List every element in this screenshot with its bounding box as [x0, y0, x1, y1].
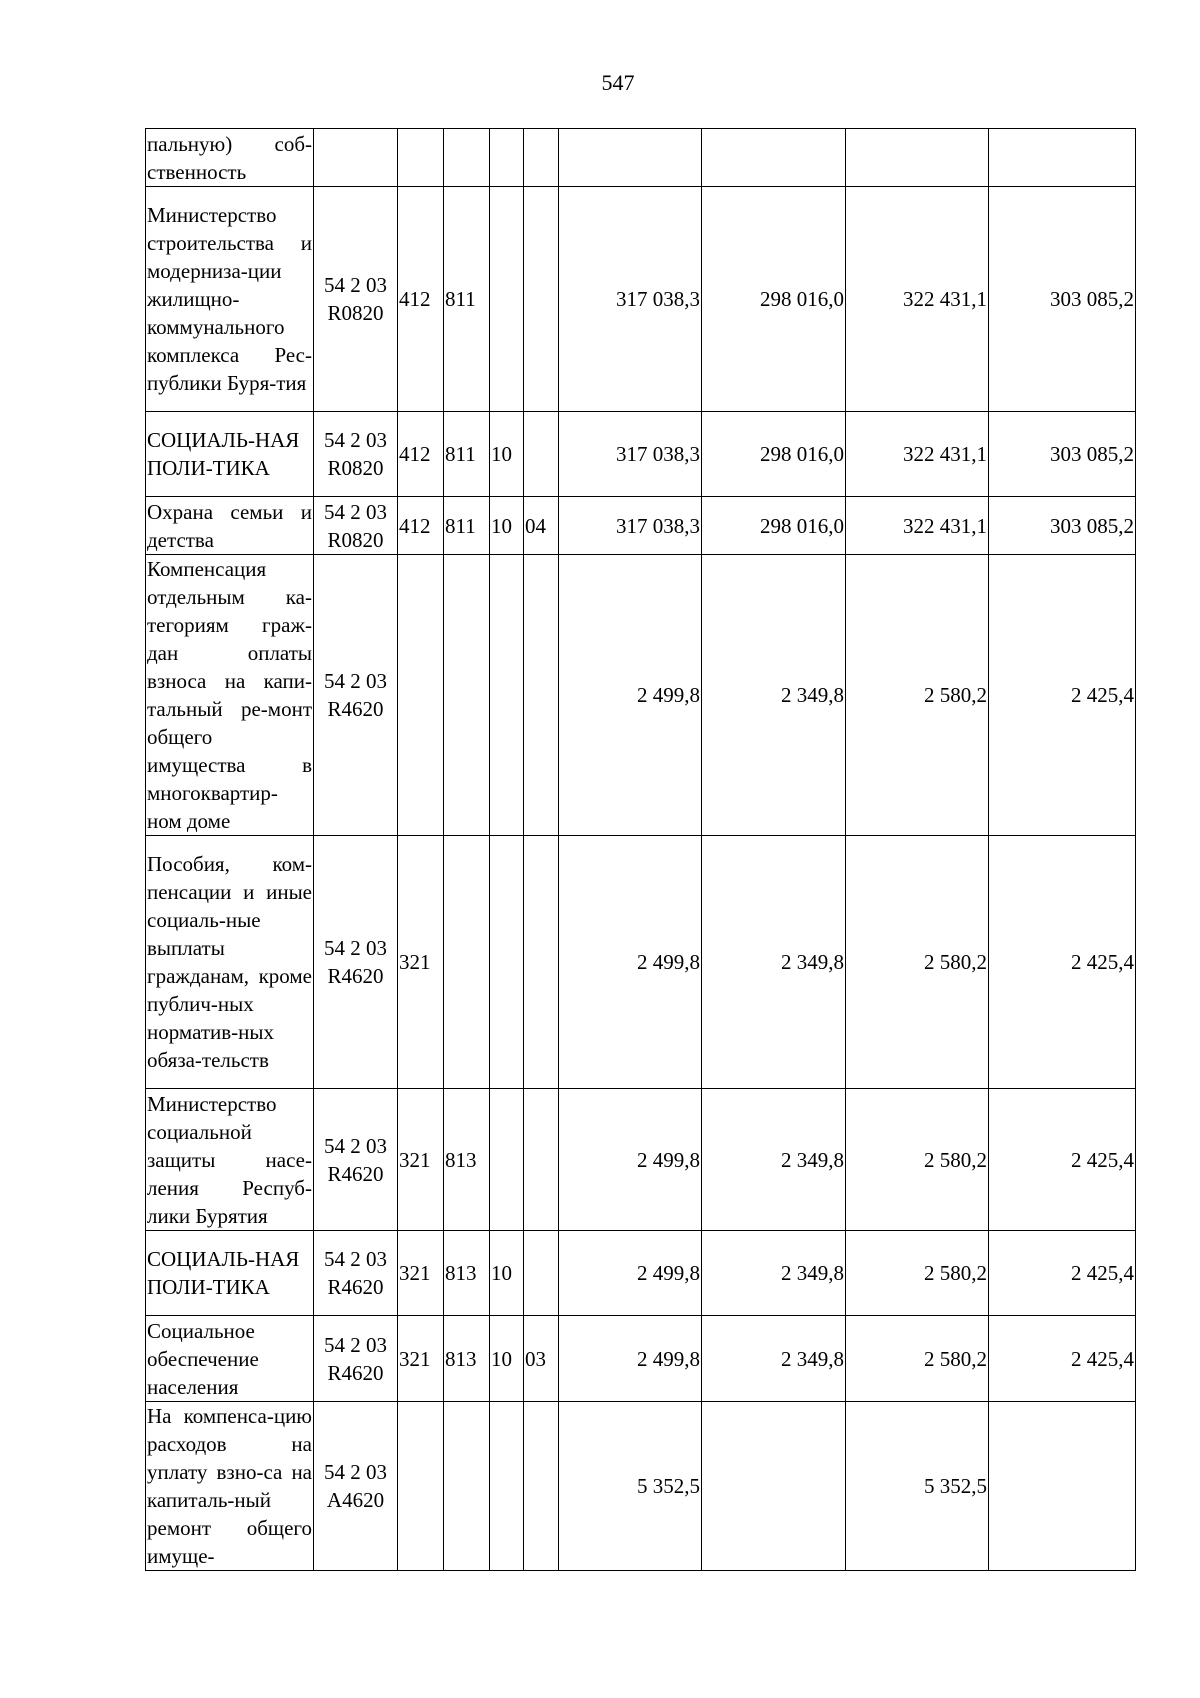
row-value-2: 298 016,0: [702, 412, 846, 497]
row-ved: 811: [444, 497, 490, 555]
row-code: 54 2 03 R4620: [314, 1316, 398, 1402]
row-value-3: 2 580,2: [846, 1089, 989, 1231]
row-rz: [490, 836, 524, 1089]
row-value-1: [559, 129, 702, 187]
row-name: пальную) соб-ственность: [146, 129, 314, 187]
row-ved: [444, 555, 490, 836]
row-name: Министерство строительства и модерниза-ции жилищно-коммунального комплекса Рес-публики Буря-тия: [146, 187, 314, 412]
row-ved: 813: [444, 1316, 490, 1402]
row-value-2: [702, 129, 846, 187]
row-code: 54 2 03 R4620: [314, 1231, 398, 1316]
row-value-4: 303 085,2: [989, 187, 1136, 412]
row-value-3: 2 580,2: [846, 1231, 989, 1316]
row-value-1: 2 499,8: [559, 1316, 702, 1402]
row-pr: 03: [524, 1316, 559, 1402]
table-row: [146, 1316, 1136, 1402]
row-value-1: 5 352,5: [559, 1402, 702, 1571]
row-value-2: 2 349,8: [702, 555, 846, 836]
row-code: 54 2 03 R4620: [314, 1089, 398, 1231]
row-value-3: [846, 129, 989, 187]
table-row: [146, 836, 1136, 1089]
table-body: [146, 129, 1136, 1571]
table-row: [146, 129, 1136, 187]
row-code: 54 2 03 R4620: [314, 836, 398, 1089]
row-value-4: 2 425,4: [989, 836, 1136, 1089]
row-rz: 10: [490, 1231, 524, 1316]
row-value-1: 317 038,3: [559, 497, 702, 555]
row-grbs: 412: [398, 187, 444, 412]
row-rz: [490, 1402, 524, 1571]
row-rz: 10: [490, 497, 524, 555]
row-name: Компенсация отдельным ка-тегориям граж-дан оплаты взноса на капи-тальный ре-монт общего имущества в многоквартир-ном доме: [146, 555, 314, 836]
row-name: Охрана семьи и детства: [146, 497, 314, 555]
row-ved: [444, 836, 490, 1089]
row-value-4: 2 425,4: [989, 1089, 1136, 1231]
row-value-4: [989, 129, 1136, 187]
table-row: [146, 1231, 1136, 1316]
row-pr: [524, 412, 559, 497]
row-value-4: 2 425,4: [989, 1231, 1136, 1316]
row-grbs: 321: [398, 1089, 444, 1231]
row-code: 54 2 03 R0820: [314, 412, 398, 497]
row-pr: [524, 129, 559, 187]
table-row: [146, 497, 1136, 555]
row-value-1: 2 499,8: [559, 836, 702, 1089]
row-rz: 10: [490, 412, 524, 497]
row-value-1: 2 499,8: [559, 555, 702, 836]
row-value-3: 322 431,1: [846, 497, 989, 555]
row-value-4: 303 085,2: [989, 497, 1136, 555]
budget-table: [145, 128, 1136, 1571]
row-code: [314, 129, 398, 187]
row-rz: [490, 555, 524, 836]
row-value-1: 317 038,3: [559, 187, 702, 412]
row-value-3: 2 580,2: [846, 836, 989, 1089]
row-name: На компенса-цию расходов на уплату взно-са на капиталь-ный ремонт общего имуще-: [146, 1402, 314, 1571]
row-pr: [524, 187, 559, 412]
row-pr: [524, 836, 559, 1089]
row-rz: [490, 129, 524, 187]
row-value-3: 2 580,2: [846, 555, 989, 836]
row-value-4: 303 085,2: [989, 412, 1136, 497]
row-pr: [524, 1231, 559, 1316]
row-grbs: 412: [398, 412, 444, 497]
row-grbs: [398, 1402, 444, 1571]
row-name: Пособия, ком-пенсации и иные социаль-ные выплаты гражданам, кроме публич-ных норматив-ных обяза-тельств: [146, 836, 314, 1089]
row-ved: 811: [444, 187, 490, 412]
row-code: 54 2 03 R0820: [314, 187, 398, 412]
row-pr: [524, 555, 559, 836]
row-value-1: 317 038,3: [559, 412, 702, 497]
row-value-3: 322 431,1: [846, 187, 989, 412]
row-rz: 10: [490, 1316, 524, 1402]
row-pr: [524, 1402, 559, 1571]
table-row: [146, 555, 1136, 836]
row-value-3: 5 352,5: [846, 1402, 989, 1571]
row-grbs: 412: [398, 497, 444, 555]
row-name: СОЦИАЛЬ-НАЯ ПОЛИ-ТИКА: [146, 412, 314, 497]
row-value-3: 2 580,2: [846, 1316, 989, 1402]
row-value-2: 2 349,8: [702, 1089, 846, 1231]
row-pr: [524, 1089, 559, 1231]
row-ved: [444, 129, 490, 187]
row-value-1: 2 499,8: [559, 1089, 702, 1231]
row-value-2: 2 349,8: [702, 1316, 846, 1402]
table-row: [146, 412, 1136, 497]
table-row: [146, 1402, 1136, 1571]
row-grbs: 321: [398, 836, 444, 1089]
row-name: СОЦИАЛЬ-НАЯ ПОЛИ-ТИКА: [146, 1231, 314, 1316]
row-ved: 813: [444, 1089, 490, 1231]
table-row: [146, 187, 1136, 412]
row-value-2: 2 349,8: [702, 836, 846, 1089]
row-ved: 811: [444, 412, 490, 497]
row-value-3: 322 431,1: [846, 412, 989, 497]
row-grbs: 321: [398, 1231, 444, 1316]
row-value-2: 298 016,0: [702, 187, 846, 412]
row-rz: [490, 187, 524, 412]
row-name: Социальное обеспечение населения: [146, 1316, 314, 1402]
row-ved: [444, 1402, 490, 1571]
row-rz: [490, 1089, 524, 1231]
row-pr: 04: [524, 497, 559, 555]
row-grbs: [398, 129, 444, 187]
table-row: [146, 1089, 1136, 1231]
row-ved: 813: [444, 1231, 490, 1316]
page-number: 547: [601, 70, 635, 95]
row-code: 54 2 03 A4620: [314, 1402, 398, 1571]
row-value-4: 2 425,4: [989, 555, 1136, 836]
row-value-2: 298 016,0: [702, 497, 846, 555]
row-value-2: 2 349,8: [702, 1231, 846, 1316]
row-code: 54 2 03 R0820: [314, 497, 398, 555]
row-value-2: [702, 1402, 846, 1571]
row-grbs: [398, 555, 444, 836]
row-value-4: 2 425,4: [989, 1316, 1136, 1402]
row-value-4: [989, 1402, 1136, 1571]
row-code: 54 2 03 R4620: [314, 555, 398, 836]
row-value-1: 2 499,8: [559, 1231, 702, 1316]
row-name: Министерство социальной защиты насе-ления Респуб-лики Бурятия: [146, 1089, 314, 1231]
row-grbs: 321: [398, 1316, 444, 1402]
